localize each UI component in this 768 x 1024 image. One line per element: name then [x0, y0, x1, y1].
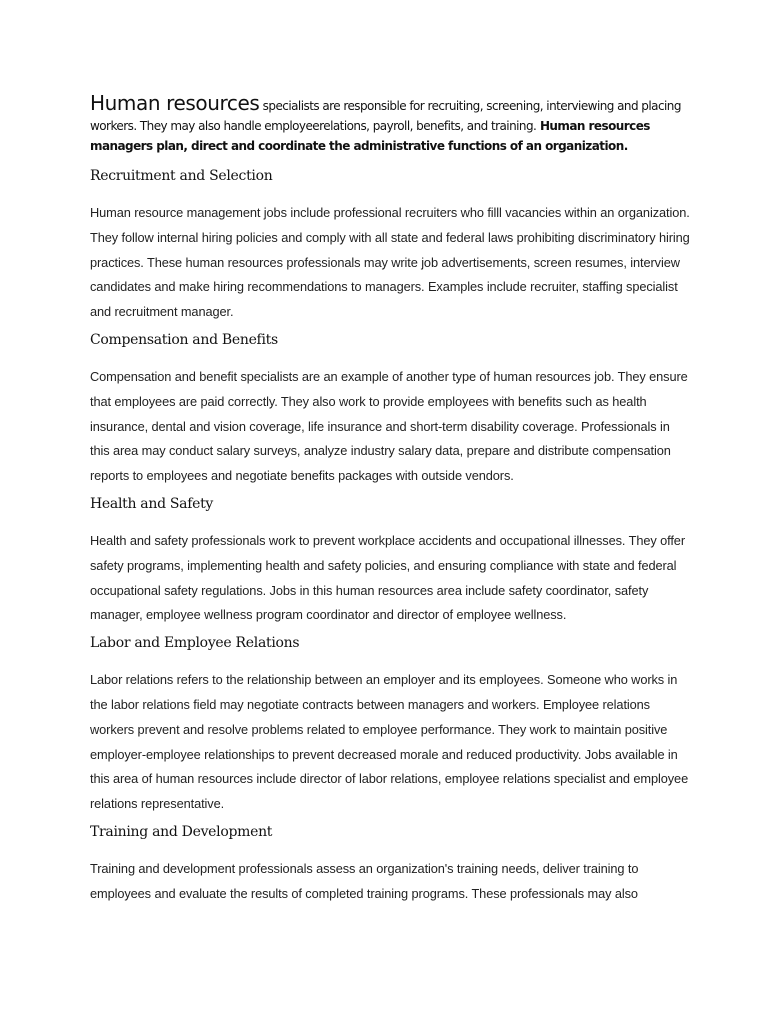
intro-bold-text: Human resources managers plan, direct and coordinate the administrative functions of an organization. [90, 119, 650, 153]
section-heading-labor-relations: Labor and Employee Relations [90, 635, 300, 652]
section-body-health-safety: Health and safety professionals work to prevent workplace accidents and occupational illnesses. They offer safety programs, implementing health and safety policies, and ensuring compliance with state and federal occupational safety regulations. Jobs in this human resources area include safety coordinator, safety manager, employee wellness program coordinator and director of employee wellness. [90, 532, 685, 623]
section-body-recruitment: Human resource management jobs include professional recruiters who filll vacancies within an organization. They follow internal hiring policies and comply with all state and federal laws prohibiting discriminatory hiring practices. These human resources professionals may write job advertisements, screen resumes, interview candidates and make hiring recommendations to managers. Examples include recruiter, staffing specialist and recruitment manager. [90, 205, 690, 320]
section-heading-training: Training and Development [90, 823, 273, 840]
section-body-training: Training and development professionals assess an organization's training needs, deliver training to employees and evaluate the results of completed training programs. These professionals may also [90, 860, 639, 901]
intro-text: specialists are responsible for recruiting, screening, interviewing and placing workers. They may also handle employeerelations, payroll, benefits, and training. [90, 99, 681, 133]
intro-paragraph [90, 93, 690, 156]
section-body-labor-relations: Labor relations refers to the relationship between an employer and its employees. Someone who works in the labor relations field may negotiate contracts between managers and workers. Employee relations workers prevent and resolve problems related to employee performance. They work to maintain positive employer-employee relationships to prevent decreased morale and reduced productivity. Jobs available in this area of human resources include director of labor relations, employee relations specialist and employee relations representative. [90, 672, 689, 812]
section-heading-health-safety: Health and Safety [90, 495, 214, 512]
section-heading-recruitment: Recruitment and Selection [90, 168, 273, 184]
section-body-compensation: Compensation and benefit specialists are an example of another type of human resources job. They ensure that employees are paid correctly. They also work to provide employees with benefits such as health insurance, dental and vision coverage, life insurance and short-term disability coverage. Professionals in this area may conduct salary surveys, analyze industry salary data, prepare and distribute compensation reports to employees and negotiate benefits packages with outside vendors. [90, 368, 688, 484]
section-heading-compensation: Compensation and Benefits [90, 331, 278, 348]
intro-lead: Human resources [90, 91, 260, 115]
document-page [90, 93, 690, 907]
